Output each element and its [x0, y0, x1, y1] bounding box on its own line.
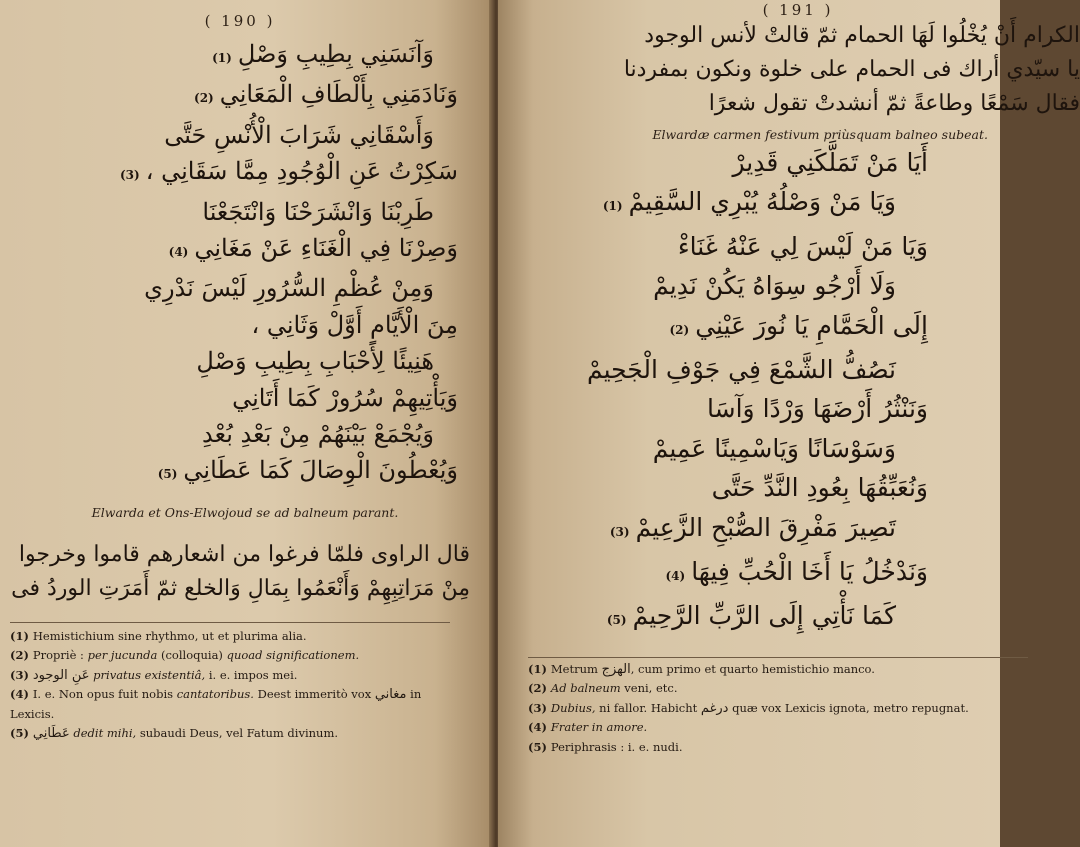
verse-line — [10, 380, 472, 416]
footnote-marker: (3) — [120, 168, 140, 183]
footnote-text: Deest immeritò vox — [253, 687, 375, 702]
footnote-marker: (4) — [168, 245, 189, 260]
footnotes — [10, 622, 450, 744]
verse-line — [10, 76, 472, 116]
footnote-text: Metrum — [550, 661, 602, 676]
verse-text: وَسَوْسَانًا وَيَاسْمِينًا عَمِيمْ — [652, 433, 896, 463]
footnotes — [528, 657, 1028, 758]
verse-line — [528, 596, 1000, 640]
verse-text: وَنُعَبِّقُهَا بِعُودِ النَّدِّ حَتَّى — [711, 473, 928, 503]
verse-text: وَيَا مَنْ وَصْلُهُ يُبْرِي السَّقِيمْ — [628, 187, 896, 217]
prose-text — [10, 538, 472, 606]
verse-line — [528, 182, 1000, 226]
footnote-marker: (5) — [157, 467, 178, 482]
verse-line — [10, 153, 472, 193]
footnote — [10, 646, 450, 666]
footnote-text: , cum primo et quarto hemistichio manco. — [630, 661, 875, 676]
prose-line: الكرام أَنْ يُخْلُوا لَهَا الحمام ثمّ قالتْ لأنس الوجود — [644, 23, 1080, 48]
verse-text: وَنَدْخُلُ يَا أَخَا الْحُبِّ فِيهَا — [691, 557, 928, 587]
footnote — [528, 718, 1028, 738]
verse-line — [528, 266, 1000, 305]
page-number: ( 191 ) — [762, 1, 834, 19]
verse-text: هَنِيئًا لِأَحْبَابِ بِطِيبِ وَصْلِ — [196, 347, 434, 376]
footnote-text: I. e. Non opus fuit nobis — [32, 687, 177, 702]
verse-line — [10, 270, 472, 306]
verse-line — [528, 389, 1000, 428]
verse-text: أَيَا مَنْ تَمَلَّكَنِي قَدِيرْ — [732, 148, 928, 177]
verse-line — [528, 429, 1000, 468]
verse-text: تَصِيرَ مَفْرِقَ الصُّبْحِ الزَّعِيمْ — [635, 512, 896, 542]
prose-line: مِنْ مَرَاتِبِهِمْ وَأَنْعَمُوا بِمَالِ وَالخلع ثمّ أَمَرَتِ الوردُ فى — [11, 575, 470, 601]
verse-line — [10, 452, 472, 492]
footnote — [528, 738, 1028, 758]
footnote-number: (2) — [528, 681, 547, 696]
verse-line — [528, 552, 1000, 596]
footnote-text: i. e. impos mei. — [205, 667, 298, 682]
footnote-text: الهزج — [601, 661, 631, 677]
footnote-text: عَطَانِي — [32, 726, 70, 742]
footnote-text: per jucunda — [87, 648, 158, 663]
verse-line — [528, 306, 1000, 350]
footnote — [528, 660, 1028, 680]
verse-line — [528, 350, 1000, 389]
footnote-number: (1) — [528, 661, 547, 676]
verse-text: طَرِبْنَا وَانْشَرَحْنَا وَانْتَجَعْنَا — [202, 197, 434, 226]
footnote-marker: (4) — [665, 569, 686, 584]
footnote-text: veni, etc. — [620, 681, 678, 696]
footnote-text: درغم — [700, 700, 729, 716]
footnote-marker: (3) — [609, 524, 630, 539]
poem — [10, 36, 472, 493]
poem — [528, 143, 1000, 641]
verse-text: مِنَ الْأَيَّامِ أَوَّلْ وَثَانِي ، — [251, 310, 458, 339]
verse-text: وَصِرْنَا فِي الْغَنَاءِ عَنْ مَغَانِي — [194, 234, 458, 263]
footnote-text: in Lexicis. — [10, 687, 422, 721]
footnote-number: (3) — [10, 667, 29, 682]
footnote-marker: (2) — [194, 91, 214, 106]
footnote-text: Ad balneum — [550, 681, 621, 696]
footnote-text: Periphrasis : i. e. nudi. — [550, 739, 683, 754]
footnote-number: (1) — [10, 628, 29, 643]
right-page — [498, 0, 1080, 847]
footnote-number: (3) — [528, 700, 547, 715]
footnote-text: quoad significationem. — [226, 648, 360, 663]
footnote — [10, 724, 450, 744]
footnote-text: quæ vox Lexicis ignota, metro repugnat. — [728, 700, 969, 715]
footnote-marker: (2) — [669, 322, 690, 337]
verse-line — [528, 143, 1000, 182]
verse-text: وَيَا مَنْ لَيْسَ لِي عَنْهُ غَنَاءْ — [677, 231, 928, 261]
verse-text: سَكِرْتُ عَنِ الْوُجُودِ مِمَّا سَقَانِي ، — [145, 157, 458, 186]
verse-text: إِلَى الْحَمَّامِ يَا نُورَ عَيْنِي — [695, 310, 928, 340]
verse-line — [10, 416, 472, 452]
footnote-number: (5) — [10, 726, 29, 741]
verse-text: وَنَادَمَنِي بِأَلْطَافِ الْمَعَانِي — [219, 80, 458, 109]
footnote-text: Dubius, — [550, 700, 596, 715]
verse-text: وَيُجْمَعْ بَيْنَهُمْ مِنْ بَعْدِ بُعْدِ — [202, 420, 434, 449]
footnote — [528, 699, 1028, 719]
verse-line — [528, 508, 1000, 552]
verse-text: وَأَسْقَانِي شَرَابَ الْأُنْسِ حَتَّى — [164, 120, 434, 149]
verse-text: نَصُفُّ الشَّمْعَ فِي جَوْفِ الْجَحِيمْ — [586, 355, 896, 385]
verse-line — [528, 227, 1000, 266]
footnote-text: Propriè : — [32, 648, 88, 663]
left-page — [0, 0, 494, 847]
verse-line — [10, 307, 472, 343]
footnote-marker: (5) — [606, 613, 627, 628]
footnote — [528, 679, 1028, 699]
footnote — [10, 666, 450, 686]
verse-line — [10, 230, 472, 270]
footnote-text: privatus existentiâ, — [89, 667, 206, 682]
verse-text: وَيَأْتِيهِمْ سُرُورْ كَمَا أَتَانِي — [232, 383, 458, 412]
page-number: ( 190 ) — [204, 12, 276, 30]
section-caption: Elwardæ carmen festivum priùsquam balneo subeat. — [652, 127, 988, 142]
footnote-text: ni fallor. Habicht — [595, 700, 701, 715]
footnote-text: عَنِ الوجود — [32, 667, 90, 683]
section-caption: Elwarda et Ons-Elwojoud se ad balneum parant. — [91, 504, 399, 520]
verse-line — [10, 343, 472, 379]
footnote-text: Frater in amore. — [550, 720, 648, 735]
verse-text: وَيُعْطُونَ الْوِصَالَ كَمَا عَطَانِي — [183, 456, 458, 485]
verse-text: كَمَا نَأْتِي إِلَى الرَّبِّ الرَّحِيمْ — [632, 601, 896, 631]
verse-line — [10, 36, 472, 76]
verse-text: وَمِنْ عُظْمِ السُّرُورِ لَيْسَ نَدْرِي — [144, 274, 434, 303]
verse-text: وَآنَسَنِي بِطِيبِ وَصْلِ — [237, 40, 434, 68]
footnote-number: (4) — [528, 720, 547, 735]
verse-line — [528, 468, 1000, 507]
footnote-number: (2) — [10, 648, 29, 663]
verse-line — [10, 117, 472, 153]
footnote-number: (5) — [528, 739, 547, 754]
prose-line: قال الراوى فلمّا فرغوا من اشعارهم قاموا وخرجوا — [18, 541, 470, 567]
footnote-text: مغاني — [374, 687, 407, 703]
footnote-marker: (1) — [602, 199, 623, 214]
footnote — [10, 627, 450, 647]
footnote-text: Hemistichium sine rhythmo, ut et plurima alia. — [32, 628, 307, 643]
footnote-number: (4) — [10, 687, 29, 702]
verse-line — [10, 194, 472, 230]
prose-text — [528, 19, 1080, 121]
footnote-text: subaudi Deus, vel Fatum divinum. — [136, 726, 338, 741]
verse-text: وَنَنْثُرُ أَرْضَهَا وَرْدًا وَآسَا — [707, 394, 928, 424]
footnote — [10, 685, 450, 724]
footnote-text: dedit mihi, — [69, 726, 137, 741]
prose-line: يا سيّدي أراك فى الحمام على خلوة ونكون بمفردنا — [623, 57, 1080, 82]
verse-text: وَلَا أَرْجُو سِوَاهُ يَكُنْ نَدِيمْ — [653, 271, 896, 301]
footnote-marker: (1) — [212, 51, 232, 65]
footnote-text: cantatoribus. — [176, 687, 254, 702]
prose-line: فقال سَمْعًا وطاعةً ثمّ أنشدتْ تقول شعرًا — [708, 91, 1080, 116]
footnote-text: (colloquia) — [157, 648, 227, 663]
